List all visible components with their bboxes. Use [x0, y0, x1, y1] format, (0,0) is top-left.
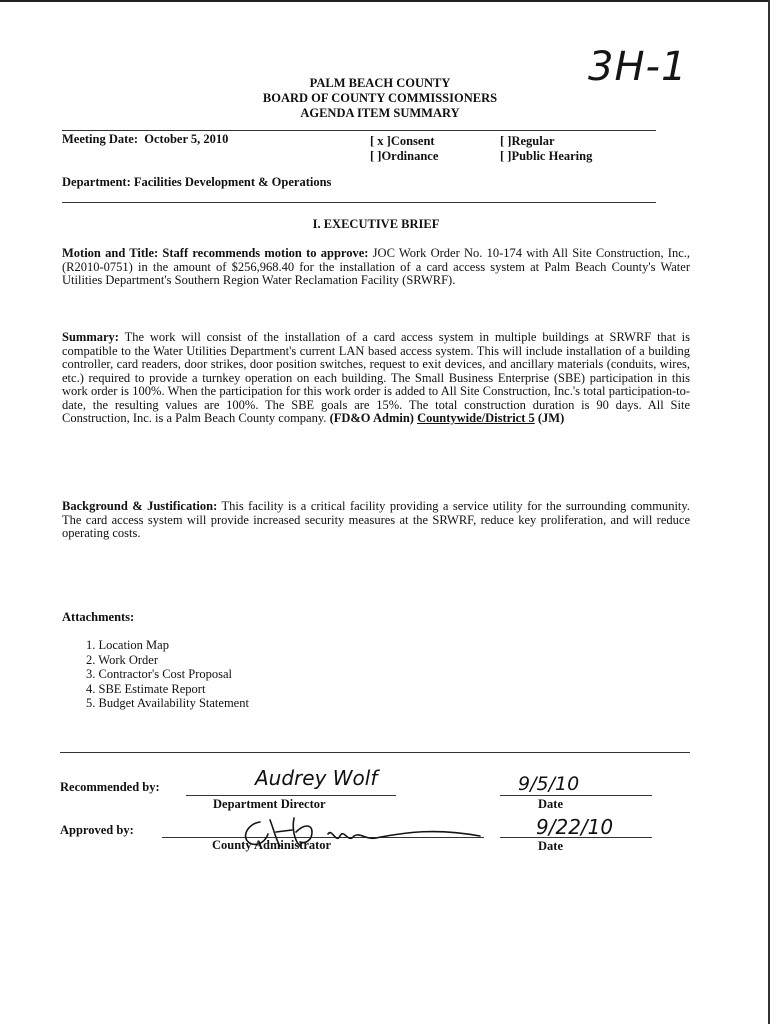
summary-paragraph [62, 331, 690, 426]
consent-checkbox: [ x ]Consent [370, 134, 435, 148]
summary-text: The work will consist of the installation of a card access system in multiple buildings at SRWRF that is compatible to the Water Utilities Department's current LAN based access system. This will include installation of a building controller, card readers, door strikes, door position switches, request to exit devices, and ancillary materials (conduits, wires, etc.) required to provide a turnkey operation on each building. The Small Business Enterprise (SBE) participation in this work order is 100%. When the participation for this work order is added to All Site Construction, Inc.'s total participation-to-date, the resulting values are 100%. The SBE goals are 15%. The total construction duration is 90 days. All Site Construction, Inc. is a Palm Beach County company. [62, 330, 690, 425]
recommended-date-line [500, 795, 652, 796]
signature-section-rule [60, 752, 690, 753]
motion-label: Motion and Title: Staff recommends motion to approve: [62, 246, 369, 260]
attachment-item: 4. SBE Estimate Report [86, 681, 206, 696]
agenda-type-left [370, 134, 438, 164]
agenda-type-right [500, 134, 592, 164]
summary-tag: (FD&O Admin) [329, 411, 414, 425]
background-label: Background & Justification: [62, 499, 218, 513]
approved-date-value: 9/22/10 [536, 815, 614, 839]
motion-paragraph [62, 247, 690, 288]
ordinance-checkbox: [ ]Ordinance [370, 149, 439, 163]
summary-district: Countywide/District 5 [417, 411, 535, 425]
department-label: Department: [62, 175, 131, 189]
attachments-title: Attachments: [62, 610, 135, 624]
public-hearing-checkbox: [ ]Public Hearing [500, 149, 593, 163]
department-director-title: Department Director [213, 797, 326, 811]
department-value: Facilities Development & Operations [133, 175, 332, 189]
department [62, 175, 331, 190]
agenda-item-number-stamp: 3H-1 [588, 44, 688, 90]
attachment-item: 1. Location Map [86, 638, 169, 652]
attachment-item: 3. Contractor's Cost Proposal [86, 667, 232, 681]
summary-label: Summary: [62, 330, 119, 344]
document-header [180, 76, 580, 121]
recommended-date-label: Date [538, 797, 563, 811]
scan-edge-top [0, 0, 770, 2]
meeting-date-value: October 5, 2010 [144, 132, 229, 146]
attachments-list [86, 638, 249, 711]
section-title: I. EXECUTIVE BRIEF [312, 217, 440, 231]
document-type: AGENDA ITEM SUMMARY [300, 106, 460, 120]
summary-initials: (JM) [537, 411, 565, 425]
department-rule [62, 202, 656, 203]
recommended-signature-line [186, 795, 396, 796]
background-text: This facility is a critical facility providing a service utility for the surrounding community. The card access system will provide increased security measures at the SRWRF, reduce key proliferation, and will reduce operating costs. [62, 499, 690, 540]
meeting-date [62, 132, 228, 147]
county-name: PALM BEACH COUNTY [309, 76, 451, 90]
board-name: BOARD OF COUNTY COMMISSIONERS [262, 91, 498, 105]
county-administrator-title: County Administrator [212, 838, 332, 852]
director-signature: Audrey Wolf [255, 766, 378, 790]
meeting-date-label: Meeting Date: [62, 132, 139, 146]
approved-by-label: Approved by: [60, 823, 134, 837]
recommended-date-value: 9/5/10 [518, 773, 580, 795]
recommended-by-label: Recommended by: [60, 780, 160, 794]
attachment-item: 5. Budget Availability Statement [86, 696, 249, 710]
motion-text: JOC Work Order No. 10-174 with All Site Construction, Inc., (R2010-0751) in the amount of $256,968.40 for the installation of a card access system at Palm Beach County's Water Utilities Department's Southern Region Water Reclamation Facility (SRWRF). [62, 246, 691, 287]
header-rule [62, 130, 656, 131]
attachment-item: 2. Work Order [86, 652, 159, 667]
approved-date-label: Date [538, 839, 563, 853]
background-paragraph [62, 500, 690, 541]
regular-checkbox: [ ]Regular [500, 134, 555, 148]
